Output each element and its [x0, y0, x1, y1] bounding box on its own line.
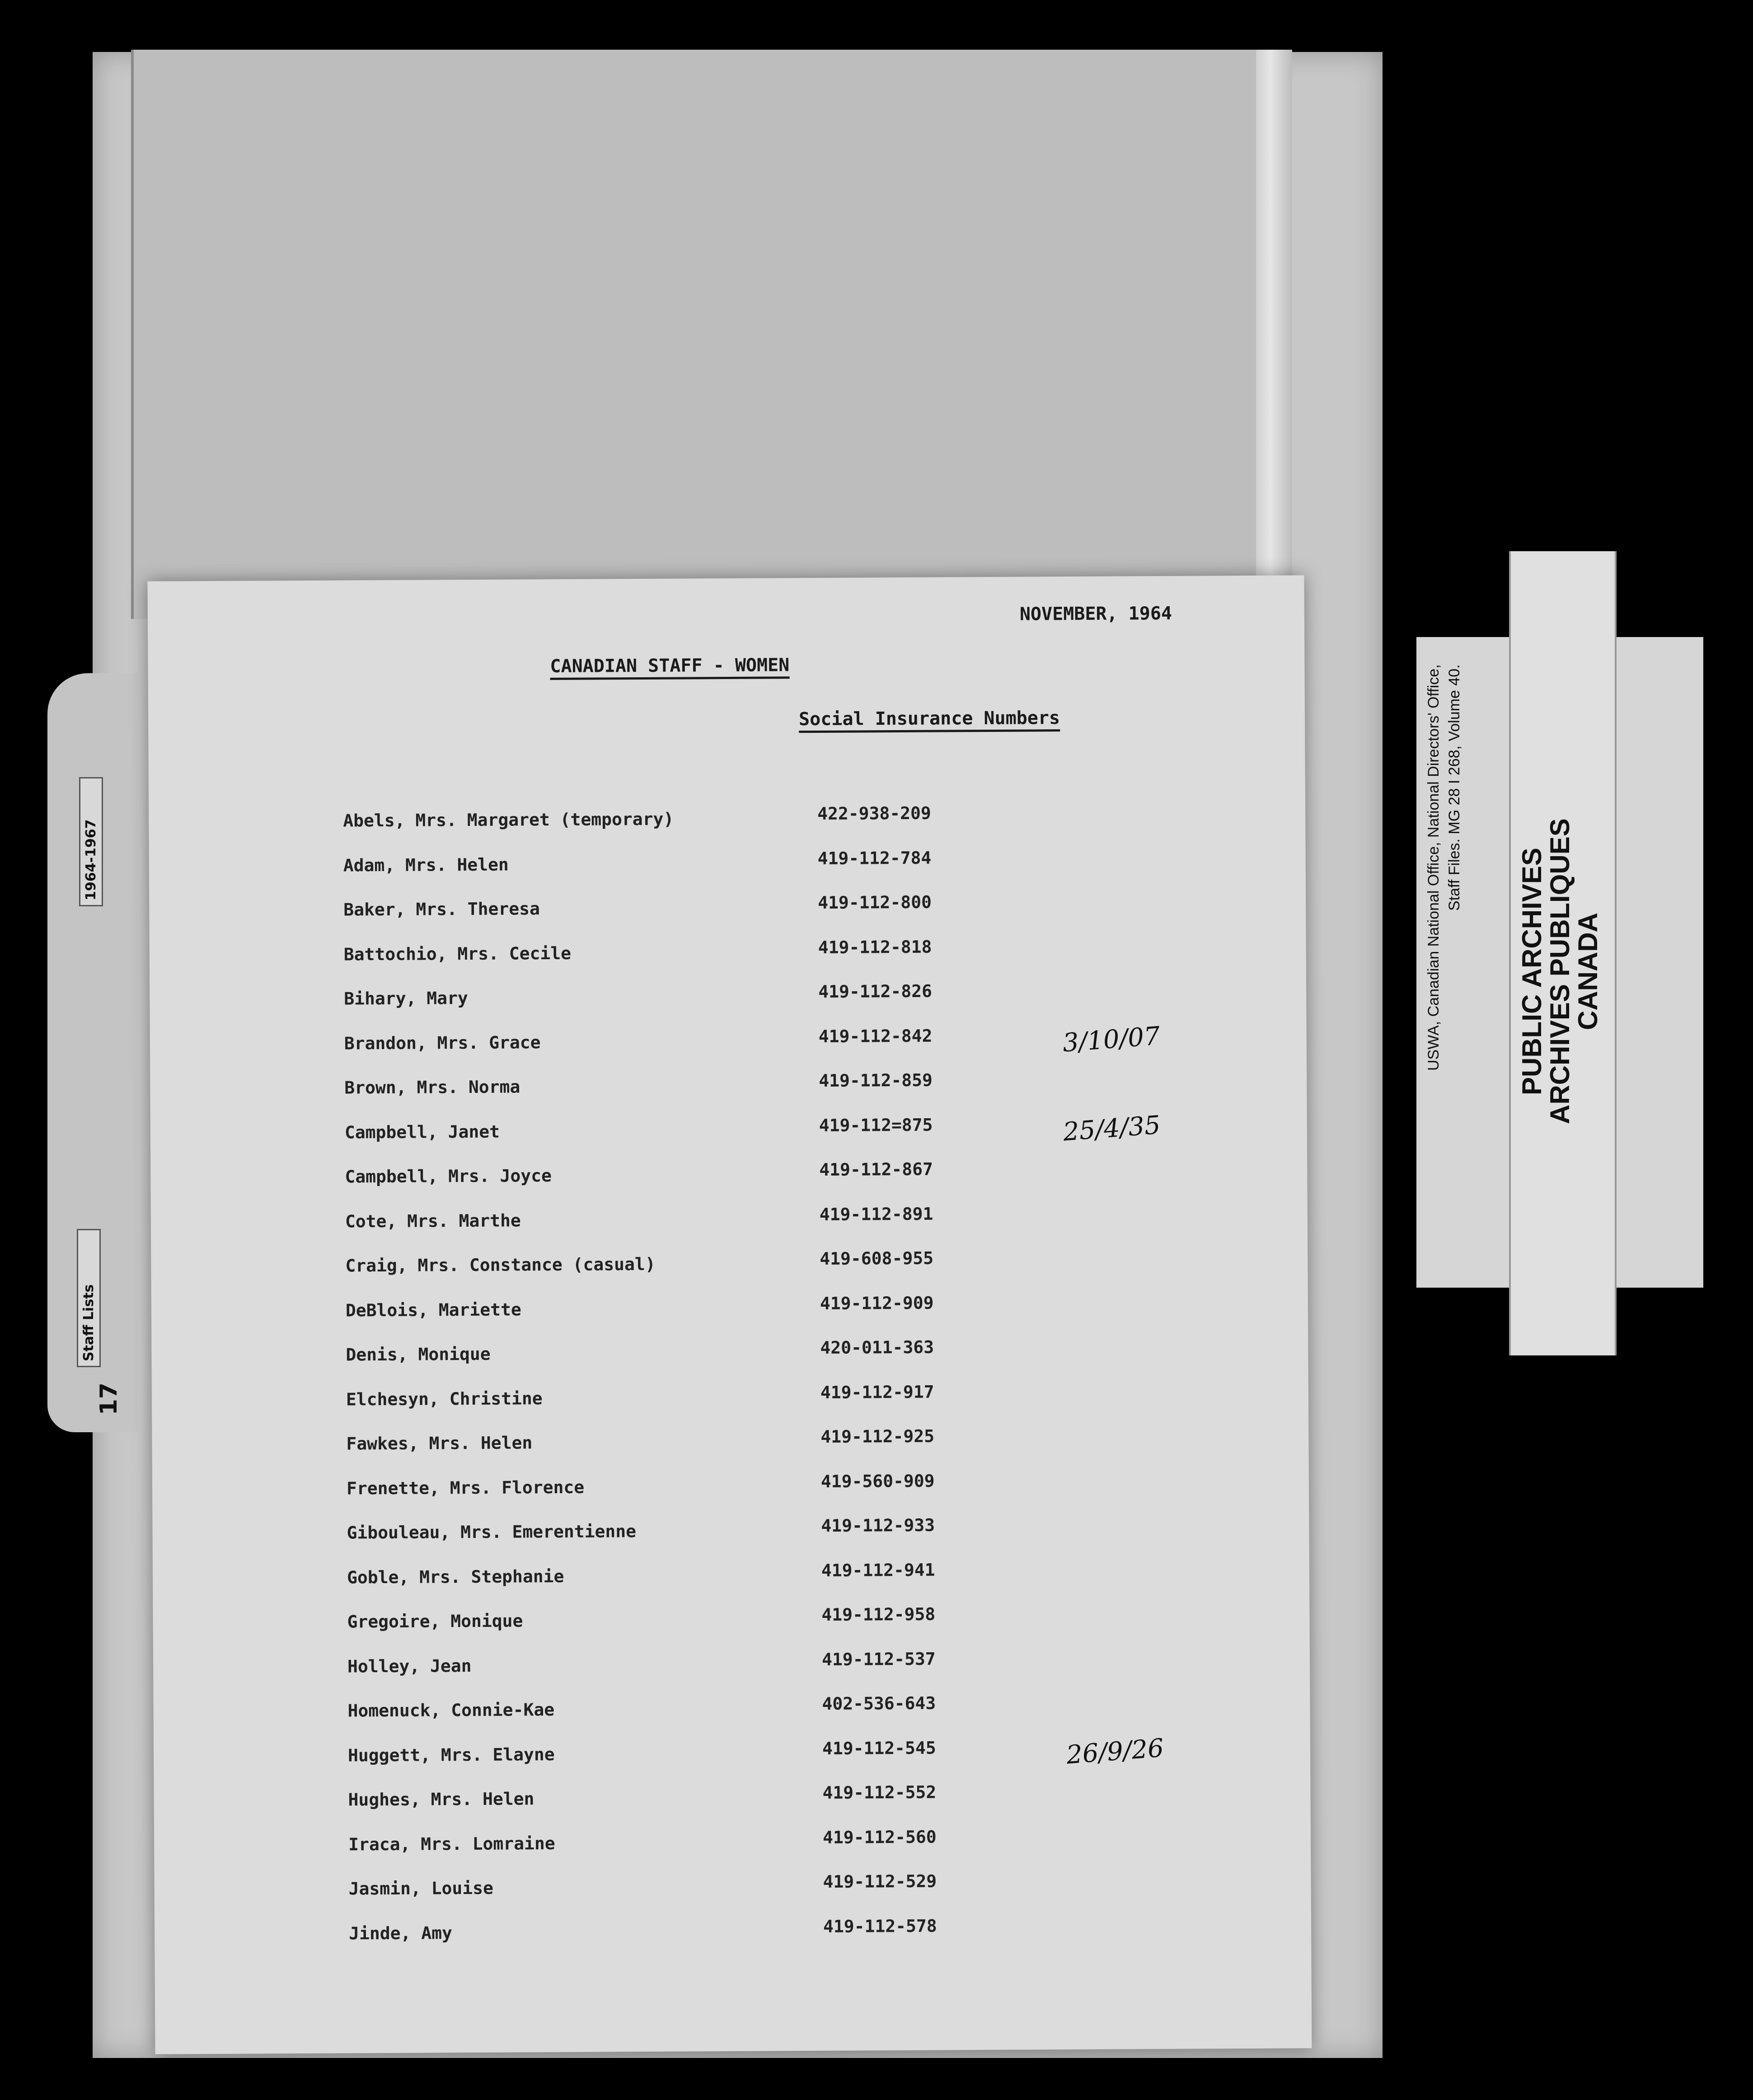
table-row — [154, 1829, 1311, 1880]
staff-name: Frenette, Mrs. Florence — [346, 1477, 585, 1498]
archive-source-line-1: USWA, Canadian National Office, National Directors' Office, — [1425, 664, 1442, 1071]
staff-name: Fawkes, Mrs. Helen — [346, 1433, 533, 1454]
staff-sin: 419-112=875 — [819, 1115, 933, 1135]
archive-stamp-line-1: PUBLIC ARCHIVES — [1517, 848, 1547, 1095]
archive-source-citation — [1423, 664, 1465, 1288]
staff-name: Iraca, Mrs. Lomraine — [348, 1833, 555, 1854]
staff-sin: 419-112-529 — [823, 1871, 937, 1892]
table-row — [151, 1295, 1308, 1346]
staff-name: Denis, Monique — [346, 1344, 491, 1365]
staff-list — [149, 803, 1311, 1969]
staff-sin: 419-112-818 — [818, 937, 932, 957]
table-row — [152, 1384, 1308, 1435]
table-row — [149, 850, 1306, 901]
table-row — [154, 1782, 1310, 1835]
staff-sin: 419-560-909 — [820, 1471, 935, 1491]
staff-sin: 419-112-560 — [822, 1827, 937, 1847]
staff-name: Baker, Mrs. Theresa — [343, 899, 540, 920]
staff-name: Abels, Mrs. Margaret (temporary) — [343, 809, 674, 831]
table-row — [151, 1337, 1308, 1390]
staff-name: Adam, Mrs. Helen — [343, 854, 509, 875]
staff-name: Gibouleau, Mrs. Emerentienne — [347, 1521, 637, 1543]
staff-sin: 419-608-955 — [820, 1248, 934, 1269]
table-row — [153, 1604, 1309, 1657]
folder-tab-title: Staff Lists — [77, 1229, 101, 1367]
staff-sin: 419-112-859 — [819, 1070, 933, 1091]
table-row — [151, 1206, 1308, 1257]
table-row — [150, 939, 1306, 990]
staff-sin: 420-011-363 — [820, 1337, 934, 1358]
document-page — [147, 575, 1312, 2054]
staff-sin: 402-536-643 — [822, 1693, 936, 1714]
staff-sin: 419-112-537 — [821, 1649, 936, 1669]
staff-sin: 422-938-209 — [817, 803, 931, 824]
table-row — [152, 1515, 1309, 1568]
table-row — [150, 1159, 1307, 1212]
handwritten-note: 26/9/26 — [1065, 1733, 1165, 1770]
archive-source-line-2: Staff Files. MG 28 I 268, Volume 40. — [1446, 664, 1463, 911]
table-row — [149, 803, 1305, 856]
staff-name: DeBlois, Mariette — [345, 1299, 521, 1320]
document-title: CANADIAN STAFF - WOMEN — [550, 655, 789, 680]
table-row — [150, 1021, 1307, 1079]
staff-name: Battochio, Mrs. Cecile — [343, 943, 572, 964]
staff-name: Brandon, Mrs. Grace — [344, 1032, 541, 1053]
table-row — [150, 1110, 1307, 1168]
column-header-sin: Social Insurance Numbers — [799, 708, 1060, 733]
staff-name: Campbell, Janet — [344, 1121, 500, 1142]
table-row — [152, 1473, 1309, 1524]
staff-name: Craig, Mrs. Constance (casual) — [345, 1254, 656, 1276]
staff-sin: 419-112-826 — [818, 981, 933, 1002]
staff-name: Jinde, Amy — [349, 1922, 453, 1943]
staff-sin: 419-112-867 — [819, 1159, 933, 1180]
staff-sin: 419-112-578 — [823, 1916, 937, 1936]
staff-sin: 419-112-941 — [821, 1560, 935, 1580]
staff-sin: 419-112-909 — [820, 1293, 934, 1313]
staff-sin: 419-112-784 — [817, 848, 932, 868]
folder-tab-years: 1964-1967 — [79, 777, 103, 906]
archive-stamp-line-3: CANADA — [1573, 913, 1603, 1030]
staff-name: Gregoire, Monique — [347, 1611, 523, 1632]
table-row — [155, 1918, 1311, 1969]
staff-sin: 419-112-917 — [820, 1382, 934, 1402]
table-row — [154, 1733, 1310, 1791]
handwritten-note: 3/10/07 — [1061, 1021, 1161, 1058]
staff-sin: 419-112-800 — [818, 892, 932, 913]
staff-sin: 419-112-552 — [822, 1782, 937, 1803]
table-row — [152, 1426, 1308, 1479]
table-row — [149, 892, 1306, 945]
staff-name: Jasmin, Louise — [348, 1878, 494, 1899]
staff-sin: 419-112-891 — [819, 1204, 933, 1224]
staff-name: Goble, Mrs. Stephanie — [347, 1566, 564, 1587]
document-date: NOVEMBER, 1964 — [1019, 603, 1172, 625]
staff-name: Holley, Jean — [347, 1655, 472, 1676]
handwritten-note: 25/4/35 — [1062, 1110, 1162, 1147]
table-row — [151, 1248, 1308, 1301]
folder-front-flap — [131, 50, 1263, 619]
staff-sin: 419-112-958 — [821, 1604, 936, 1625]
staff-sin: 419-112-933 — [821, 1515, 935, 1536]
folder-tab-number: 17 — [95, 1383, 122, 1416]
archive-stamp — [1518, 791, 1602, 1152]
table-row — [153, 1562, 1309, 1613]
staff-name: Cote, Mrs. Marthe — [345, 1210, 521, 1231]
staff-name: Elchesyn, Christine — [346, 1388, 543, 1409]
staff-sin: 419-112-925 — [820, 1426, 935, 1447]
staff-sin: 419-112-842 — [818, 1026, 933, 1046]
staff-name: Homenuck, Connie-Kae — [347, 1700, 555, 1721]
staff-name: Brown, Mrs. Norma — [344, 1077, 520, 1098]
staff-name: Hughes, Mrs. Helen — [348, 1789, 534, 1810]
table-row — [155, 1871, 1311, 1924]
staff-name: Bihary, Mary — [344, 988, 468, 1009]
archive-stamp-line-2: ARCHIVES PUBLIQUES — [1545, 818, 1575, 1125]
staff-sin: 419-112-545 — [822, 1738, 936, 1758]
staff-name: Campbell, Mrs. Joyce — [345, 1166, 552, 1187]
staff-name: Huggett, Mrs. Elayne — [347, 1744, 555, 1765]
table-row — [153, 1651, 1310, 1702]
